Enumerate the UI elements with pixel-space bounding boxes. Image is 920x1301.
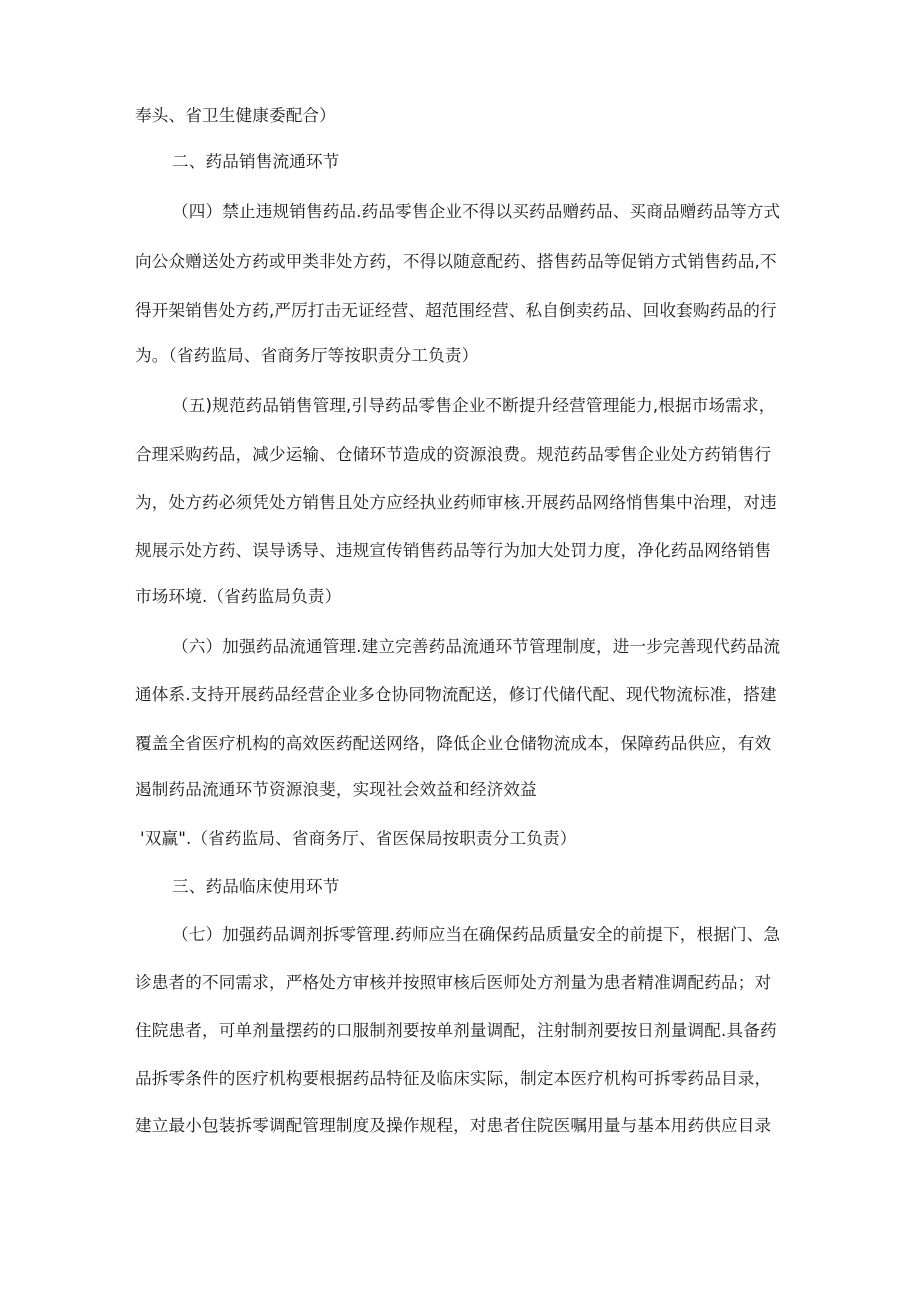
text-line: 合理采购药品，减少运输、仓储环节造成的资源浪费。规范药品零售企业处方药销售行 [135, 445, 772, 464]
text-line: 通体系.支持开展药品经营企业多仓协同物流配送，修订代储代配、现代物流标准，搭建 [135, 685, 777, 704]
text-line: 规展示处方药、误导诱导、违规宣传销售药品等行为加大处罚力度，净化药品网络销售 [135, 541, 772, 560]
text-line: 遏制药品流通环节资源浪斐，实现社会效益和经济效益 [135, 780, 537, 799]
text-line: 市场环境.（省药监局负责） [135, 587, 342, 606]
text-line: 诊患者的不同需求，严格处方审核并按照审核后医师处方剂量为患者精准调配药品；对 [135, 973, 772, 992]
text-line: （六）加强药品流通管理.建立完善药品流通环节管理制度，进一步完善现代药品流 [172, 637, 781, 656]
text-line: '双赢".（省药监局、省商务厅、省医保局按职责分工负责） [140, 829, 577, 848]
text-line: 奉头、省卫生健康委配合） [135, 106, 336, 125]
text-line: 品拆零条件的医疗机构要根据药品特征及临床实际，制定本医疗机构可拆零药品目录， [135, 1069, 772, 1088]
text-line: 住院患者，可单剂量摆药的口服制剂要按单剂量调配，注射制剂要按日剂量调配.具备药 [135, 1021, 777, 1040]
text-line: 向公众赠送处方药或甲类非处方药，不得以随意配药、搭售药品等促销方式销售药品,不 [135, 252, 777, 271]
section-heading: 二、药品销售流通环节 [172, 152, 340, 171]
text-line: 为，处方药必须凭处方销售且处方应经执业药师审核.开展药品网络悄售集中治理，对违 [135, 493, 777, 512]
text-line: 覆盖全省医疗机构的高效医药配送网络，降低企业仓储物流成本，保障药品供应，有效 [135, 734, 772, 753]
text-line: （五)规范药品销售管理,引导药品零售企业不断提升经营管理能力,根据市场需求， [172, 396, 776, 415]
text-line: （四）禁止违规销售药品.药品零售企业不得以买药品赠药品、买商品赠药品等方式 [172, 202, 781, 221]
section-heading: 三、药品临床使用环节 [172, 877, 340, 896]
text-line: 为。（省药监局、省商务厅等按职责分工负责） [135, 346, 479, 365]
text-line: （七）加强药品调剂拆零管理.药师应当在确保药品质量安全的前提下，根据门、急 [172, 925, 781, 944]
text-line: 建立最小包装拆零调配管理制度及操作规程，对患者住院医嘱用量与基本用药供应目录 [135, 1116, 772, 1135]
text-line: 得开架销售处方药,严厉打击无证经营、超范围经营、私自倒卖药品、回收套购药品的行 [135, 301, 777, 320]
